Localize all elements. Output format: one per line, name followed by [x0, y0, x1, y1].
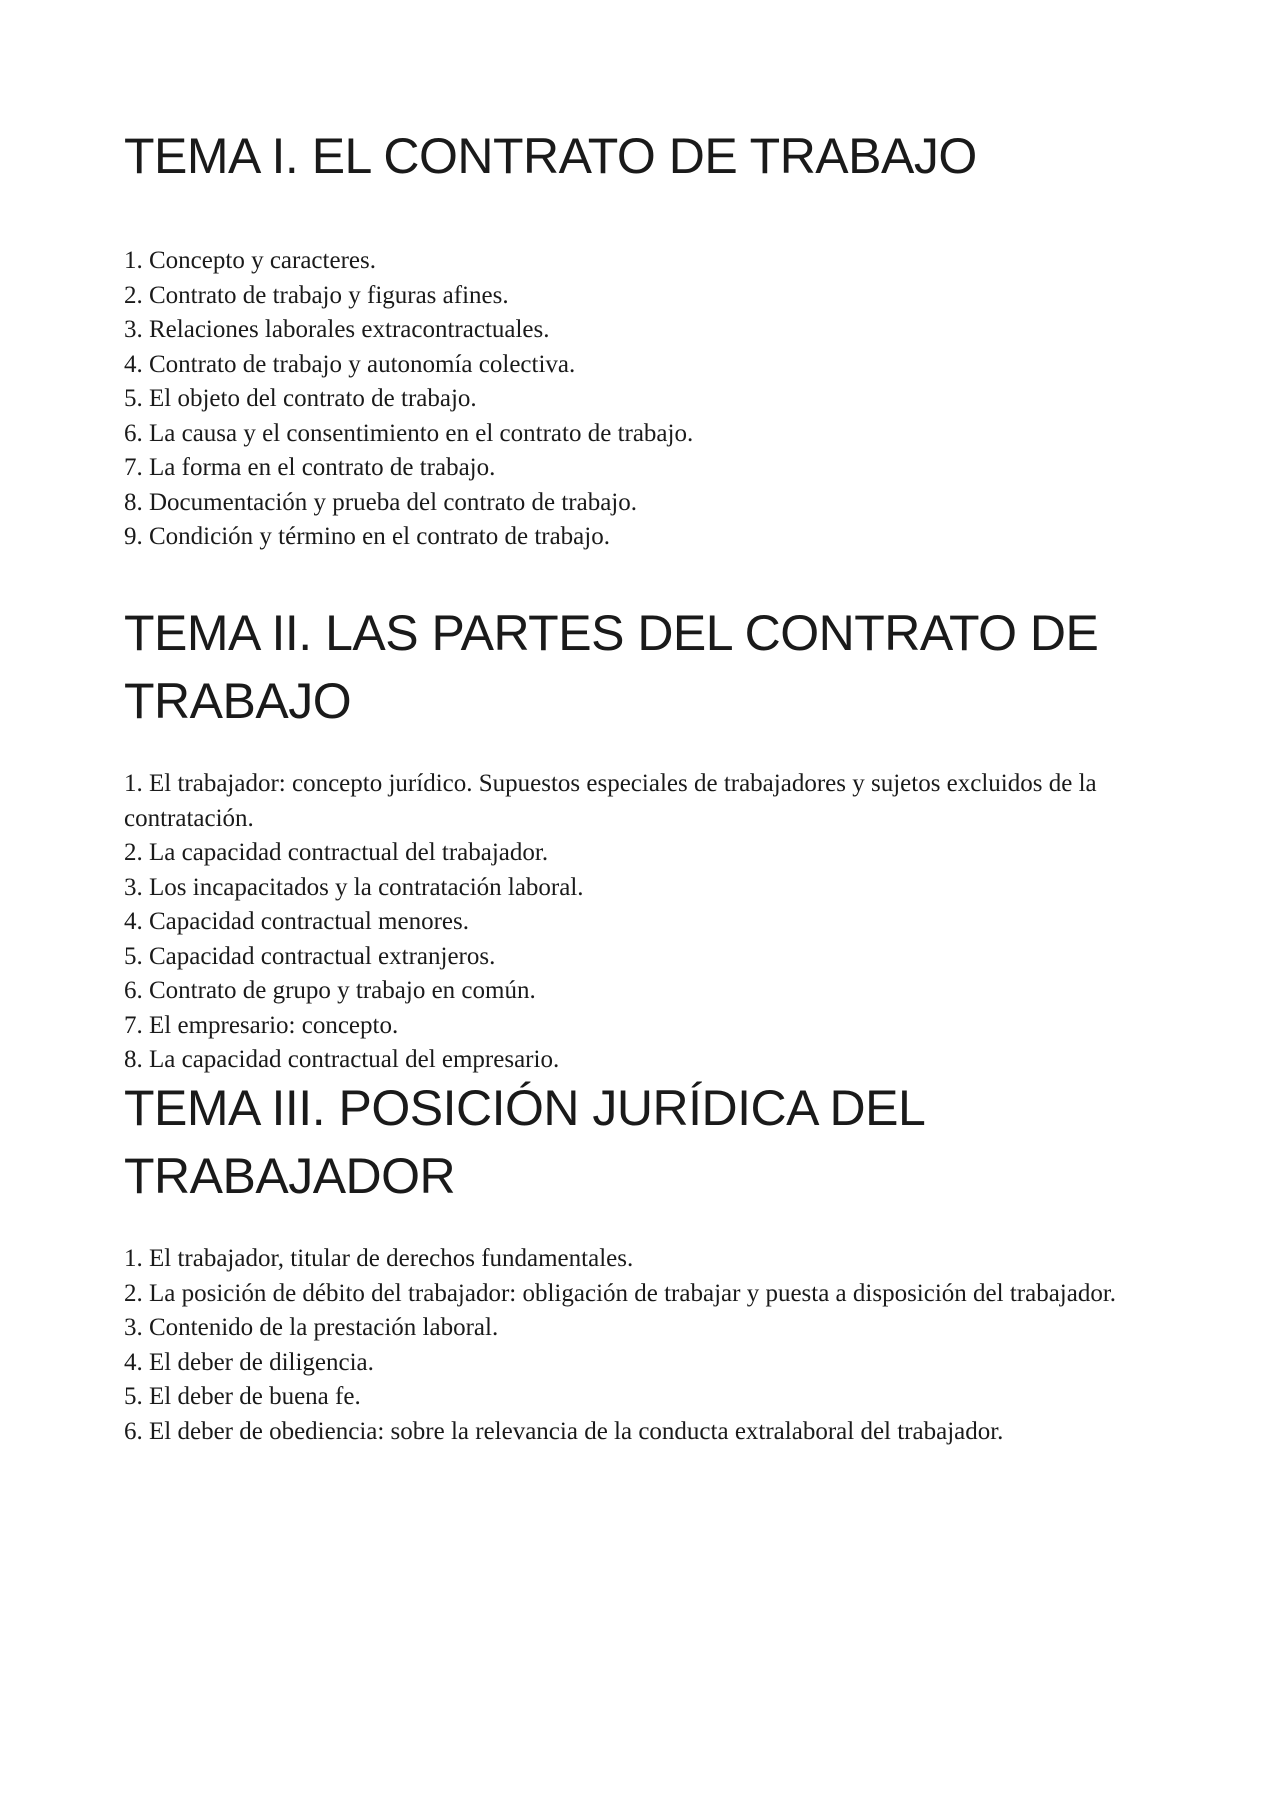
list-item: 2. La capacidad contractual del trabajador. [124, 839, 549, 866]
list-item: 6. El deber de obediencia: sobre la relevancia de la conducta extralaboral del trabajador. [124, 1417, 1004, 1445]
list-item: 6. Contrato de grupo y trabajo en común. [124, 977, 536, 1004]
list-item: 1. El trabajador: concepto jurídico. Supuestos especiales de trabajadores y sujetos excluidos de la contratación. [124, 770, 1097, 832]
list-item: 5. El deber de buena fe. [124, 1383, 361, 1410]
tema-2-section [124, 599, 1164, 1078]
list-item: 1. El trabajador, titular de derechos fundamentales. [124, 1245, 634, 1272]
list-item: 1. Concepto y caracteres. [124, 247, 376, 274]
list-item: 8. Documentación y prueba del contrato de trabajo. [124, 488, 638, 516]
list-item: 4. El deber de diligencia. [124, 1348, 374, 1376]
list-item: 5. El objeto del contrato de trabajo. [124, 385, 477, 412]
tema-2-title: TEMA II. LAS PARTES DEL CONTRATO DE TRABAJO [124, 605, 1099, 729]
list-item: 2. Contrato de trabajo y figuras afines. [124, 281, 509, 309]
tema-1-title: TEMA I. EL CONTRATO DE TRABAJO [124, 128, 977, 184]
tema-1-list [124, 244, 1164, 555]
list-item: 4. Contrato de trabajo y autonomía colectiva. [124, 350, 576, 378]
list-item: 3. Los incapacitados y la contratación laboral. [124, 873, 584, 901]
list-item: 7. El empresario: concepto. [124, 1011, 399, 1039]
list-item: 9. Condición y término en el contrato de trabajo. [124, 523, 610, 550]
list-item: 6. La causa y el consentimiento en el contrato de trabajo. [124, 419, 694, 447]
list-item: 7. La forma en el contrato de trabajo. [124, 454, 496, 481]
tema-2-list [124, 767, 1164, 1078]
tema-1-section [124, 122, 1164, 555]
tema-3-section [124, 1074, 1164, 1449]
list-item: 4. Capacidad contractual menores. [124, 908, 469, 935]
list-item: 8. La capacidad contractual del empresario. [124, 1046, 560, 1073]
list-item: 3. Relaciones laborales extracontractuales. [124, 316, 550, 343]
list-item: 3. Contenido de la prestación laboral. [124, 1314, 499, 1341]
tema-3-title: TEMA III. POSICIÓN JURÍDICA DEL TRABAJADOR [124, 1080, 924, 1204]
list-item: 5. Capacidad contractual extranjeros. [124, 942, 496, 970]
list-item: 2. La posición de débito del trabajador: obligación de trabajar y puesta a disposición del trabajador. [124, 1279, 1117, 1307]
tema-3-list [124, 1242, 1164, 1449]
